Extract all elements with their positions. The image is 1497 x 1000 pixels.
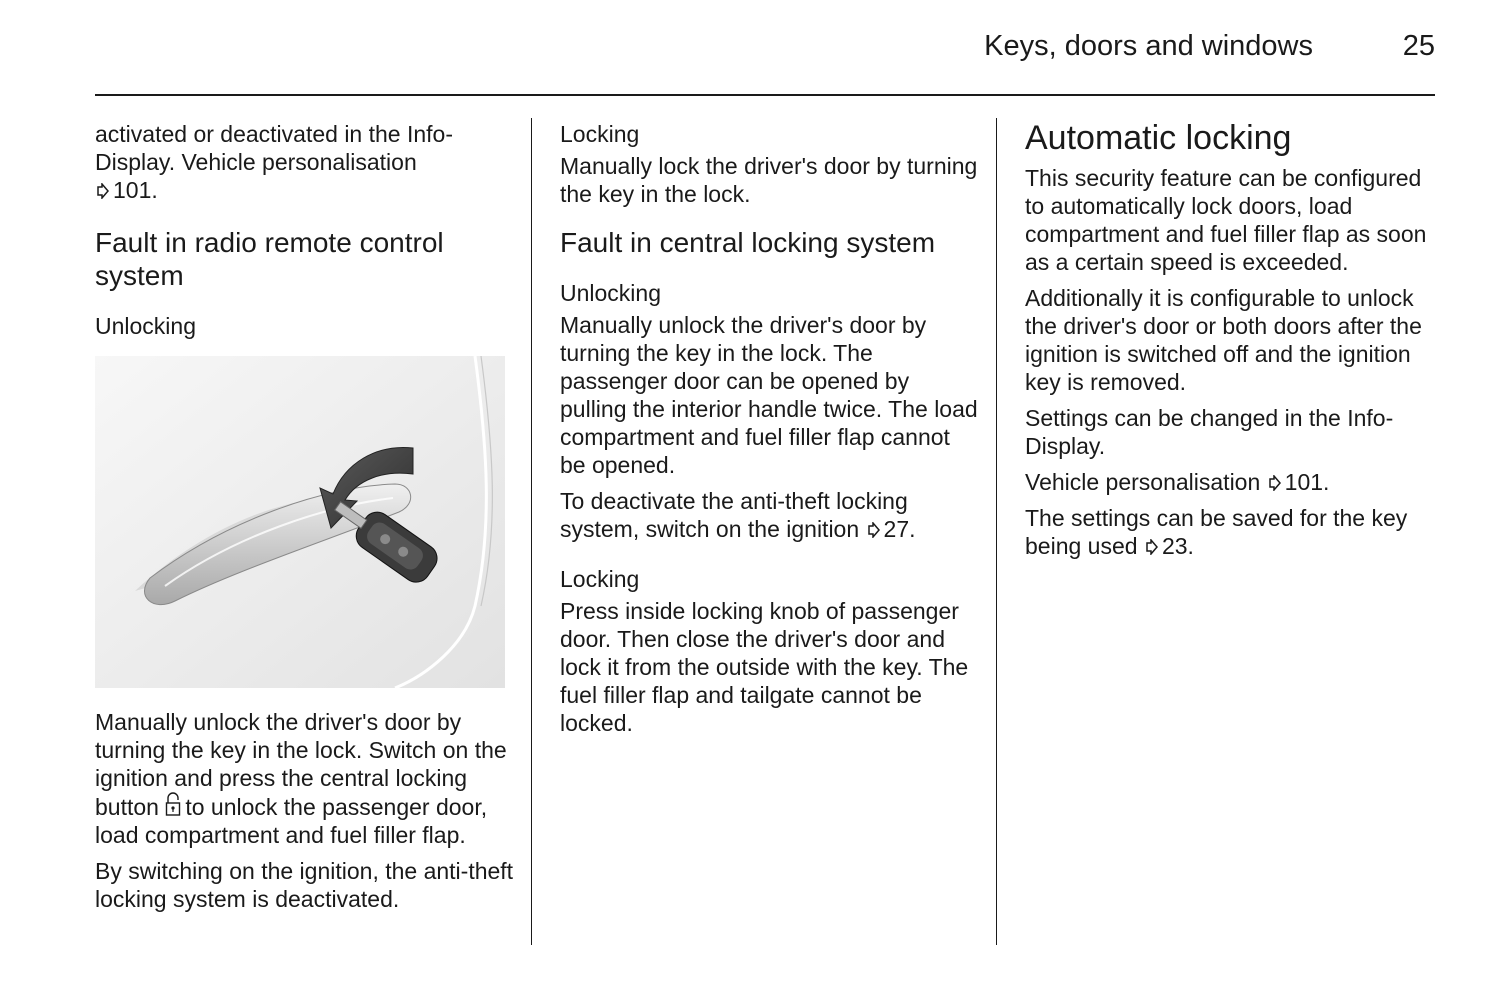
- section-title: Keys, doors and windows: [984, 30, 1313, 62]
- auto-lock-para-3: Settings can be changed in the Info-Display.: [1025, 405, 1394, 459]
- unlock-instructions-text-after: to unlock the passenger door, load compartment and fuel filler flap.: [95, 794, 488, 848]
- header-rule: [95, 94, 1435, 96]
- page-number: 25: [1402, 30, 1435, 62]
- page-header: [95, 30, 1435, 70]
- deactivate-page-ref: 27.: [883, 516, 916, 542]
- automatic-locking-heading: Automatic locking: [1025, 119, 1292, 157]
- unlocking-text-2: Manually unlock the driver's door by turning the key in the lock. The passenger door can be opened by pulling the interior handle twice. The load compartment and fuel filler flap cannot be opened.: [560, 312, 978, 478]
- auto-lock-para-5: [1025, 504, 1445, 560]
- saved-settings-page-ref: 23.: [1161, 533, 1194, 559]
- unlocking-subheading-2: Unlocking: [560, 280, 661, 306]
- deactivate-instructions: [560, 487, 980, 543]
- column-2: [560, 118, 980, 737]
- auto-lock-para-2: Additionally it is configurable to unlock the driver's door or both doors after the ignition is switched off and the ignition key is removed.: [1025, 285, 1422, 395]
- locking-subheading-2: Locking: [560, 566, 640, 592]
- personalisation-text: Vehicle personalisation: [1025, 469, 1261, 495]
- unlocking-subheading: Unlocking: [95, 313, 196, 339]
- reference-arrow-icon: [1144, 539, 1158, 555]
- auto-lock-para-4: [1025, 468, 1445, 496]
- fault-central-heading: Fault in central locking system: [560, 227, 936, 258]
- reference-arrow-icon: [95, 183, 109, 199]
- intro-page-ref: 101.: [113, 177, 158, 203]
- unlock-padlock-icon: [165, 792, 181, 818]
- deactivate-text: To deactivate the anti-theft locking system, switch on the ignition: [560, 488, 908, 542]
- locking-text-1: Manually lock the driver's door by turning the key in the lock.: [560, 153, 978, 207]
- locking-text-2: Press inside locking knob of passenger door. Then close the driver's door and lock it from the outside with the key. The fuel filler flap and tailgate cannot be locked.: [560, 598, 969, 736]
- column-1: [95, 118, 515, 913]
- door-handle-key-illustration: [95, 356, 505, 688]
- unlock-instructions: [95, 708, 515, 849]
- auto-lock-para-1: This security feature can be configured to automatically lock doors, load compartment and fuel filler flap as soon as a certain speed is exceeded.: [1025, 165, 1427, 275]
- anti-theft-note: By switching on the ignition, the anti-theft locking system is deactivated.: [95, 858, 514, 912]
- fault-radio-heading: Fault in radio remote control system: [95, 227, 444, 291]
- unlock-instructions-text: Manually unlock the driver's door by turning the key in the lock. Switch on the ignition and press the central locking button: [95, 709, 507, 820]
- reference-arrow-icon: [1267, 475, 1281, 491]
- intro-text: activated or deactivated in the Info-Display. Vehicle personalisation: [95, 121, 453, 175]
- saved-settings-text: The settings can be saved for the key being used: [1025, 505, 1408, 559]
- locking-subheading-1: Locking: [560, 121, 640, 147]
- reference-arrow-icon: [866, 522, 880, 538]
- column-3: [1025, 118, 1445, 560]
- column-divider-2: [996, 118, 997, 945]
- personalisation-page-ref: 101.: [1284, 469, 1330, 495]
- column-divider-1: [531, 118, 532, 945]
